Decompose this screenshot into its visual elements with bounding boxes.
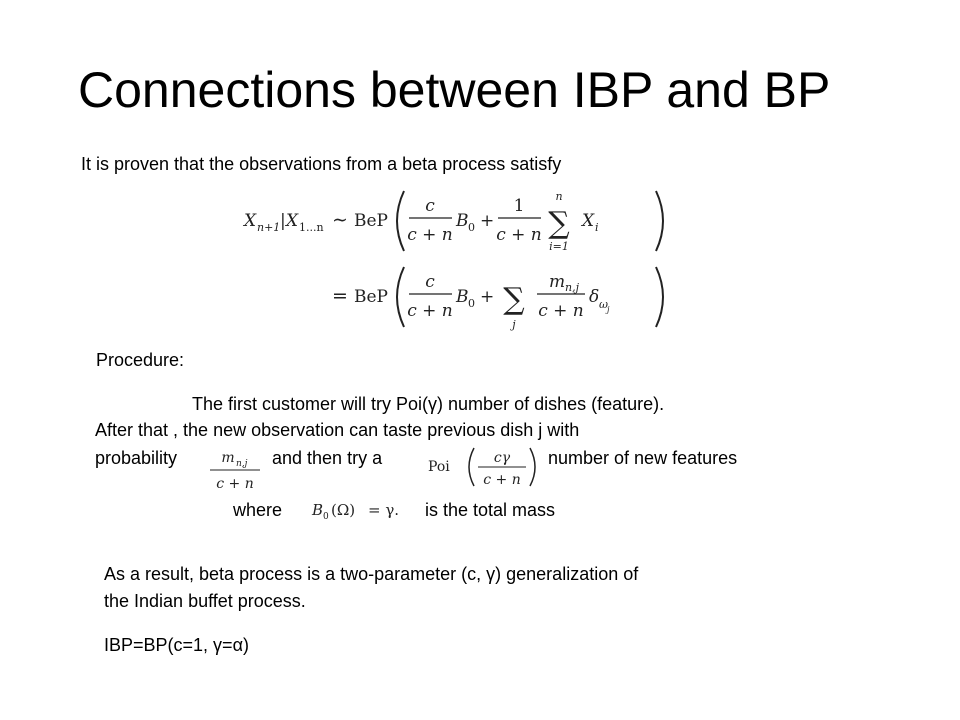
eq-lhs: X	[244, 211, 257, 231]
eq-delta-subsub: j	[607, 305, 610, 314]
procedure-label: Procedure:	[96, 350, 185, 370]
inline-probability-fraction	[206, 446, 266, 494]
ibp-bp-relation: IBP=BP(c=1, γ=α)	[104, 635, 249, 655]
eq-bep-2: BeP	[354, 287, 388, 307]
eq-frac3-den: c + n	[407, 301, 453, 321]
eq-lhs-sub: n+1	[257, 221, 281, 234]
eq-b0-1: B	[456, 211, 469, 231]
inline-prob-den: c + n	[216, 476, 254, 492]
inline-mass-svg	[310, 494, 420, 524]
slide-title: Connections between IBP and BP	[78, 62, 831, 118]
eq-delta-sub: ω	[599, 298, 608, 311]
inline-prob-svg	[206, 446, 266, 494]
inline-poi-label: Poi	[428, 459, 450, 475]
procedure-line1: The first customer will try Poi(γ) number of dishes (feature).	[192, 394, 665, 414]
eq-paren-left-1	[397, 191, 404, 251]
eq-xi-sub: i	[595, 221, 599, 234]
eq-sigma-1: ∑	[548, 206, 570, 241]
eq-plus-2: +	[480, 287, 495, 307]
eq-sum-bottom: i=1	[549, 240, 569, 253]
eq-frac3-num: c	[425, 272, 435, 292]
eq-cond: X	[286, 211, 299, 231]
eq-b0-sub-2: 0	[468, 297, 475, 310]
inline-prob-num: m	[221, 450, 235, 466]
eq-sigma-2: ∑	[503, 282, 525, 317]
procedure-line2: After that , the new observation can taste previous dish j with	[95, 420, 580, 440]
inline-poi-num: cγ	[493, 450, 511, 466]
inline-mass-b: B	[312, 501, 324, 519]
eq-equals: =	[332, 285, 348, 307]
procedure-line3-a: probability	[95, 448, 178, 468]
eq-paren-right-2	[656, 267, 663, 327]
eq-cond-sub: 1...n	[299, 221, 324, 234]
inline-poi-svg	[426, 442, 544, 492]
eq-b0-2: B	[456, 287, 469, 307]
eq-plus-1: +	[480, 211, 495, 231]
total-mass-text: is the total mass	[425, 500, 556, 520]
inline-total-mass-expression	[310, 494, 420, 524]
inline-mass-eq-gamma: = γ.	[368, 501, 400, 519]
eq-bar: |	[280, 211, 286, 231]
eq-frac4-num: m	[548, 272, 566, 292]
inline-poi-paren-right	[530, 448, 535, 486]
equation-svg	[244, 178, 674, 338]
eq-paren-left-2	[397, 267, 404, 327]
eq-paren-right-1	[656, 191, 663, 251]
inline-mass-b-sub: 0	[323, 512, 329, 522]
inline-poi-den: c + n	[483, 472, 521, 488]
eq-delta: δ	[589, 287, 600, 307]
where-label: where	[233, 500, 283, 520]
eq-frac1-num: c	[425, 196, 435, 216]
eq-frac4-num-sub: n,j	[565, 281, 579, 294]
intro-text: It is proven that the observations from a beta process satisfy	[81, 154, 562, 174]
eq-sum-top: n	[555, 190, 563, 203]
eq-frac1-den: c + n	[407, 225, 453, 245]
eq-frac4-den: c + n	[538, 301, 584, 321]
inline-mass-omega: (Ω)	[331, 501, 356, 519]
eq-b0-sub-1: 0	[468, 221, 475, 234]
eq-xi: X	[582, 211, 595, 231]
inline-prob-num-sub: n,j	[236, 459, 248, 469]
procedure-line3-c: number of new features	[548, 448, 738, 468]
eq-frac2-num: 1	[513, 196, 525, 216]
result-line2: the Indian buffet process.	[104, 591, 306, 611]
eq-frac2-den: c + n	[496, 225, 542, 245]
eq-bep-1: BeP	[354, 211, 388, 231]
procedure-line3-b: and then try a	[272, 448, 383, 468]
inline-poisson-expression	[426, 442, 544, 492]
beta-process-equation	[244, 178, 674, 338]
eq-sim: ∼	[332, 209, 348, 231]
result-line1: As a result, beta process is a two-parameter (c, γ) generalization of	[104, 564, 639, 584]
eq-sum-j: j	[512, 318, 516, 331]
inline-poi-paren-left	[469, 448, 474, 486]
